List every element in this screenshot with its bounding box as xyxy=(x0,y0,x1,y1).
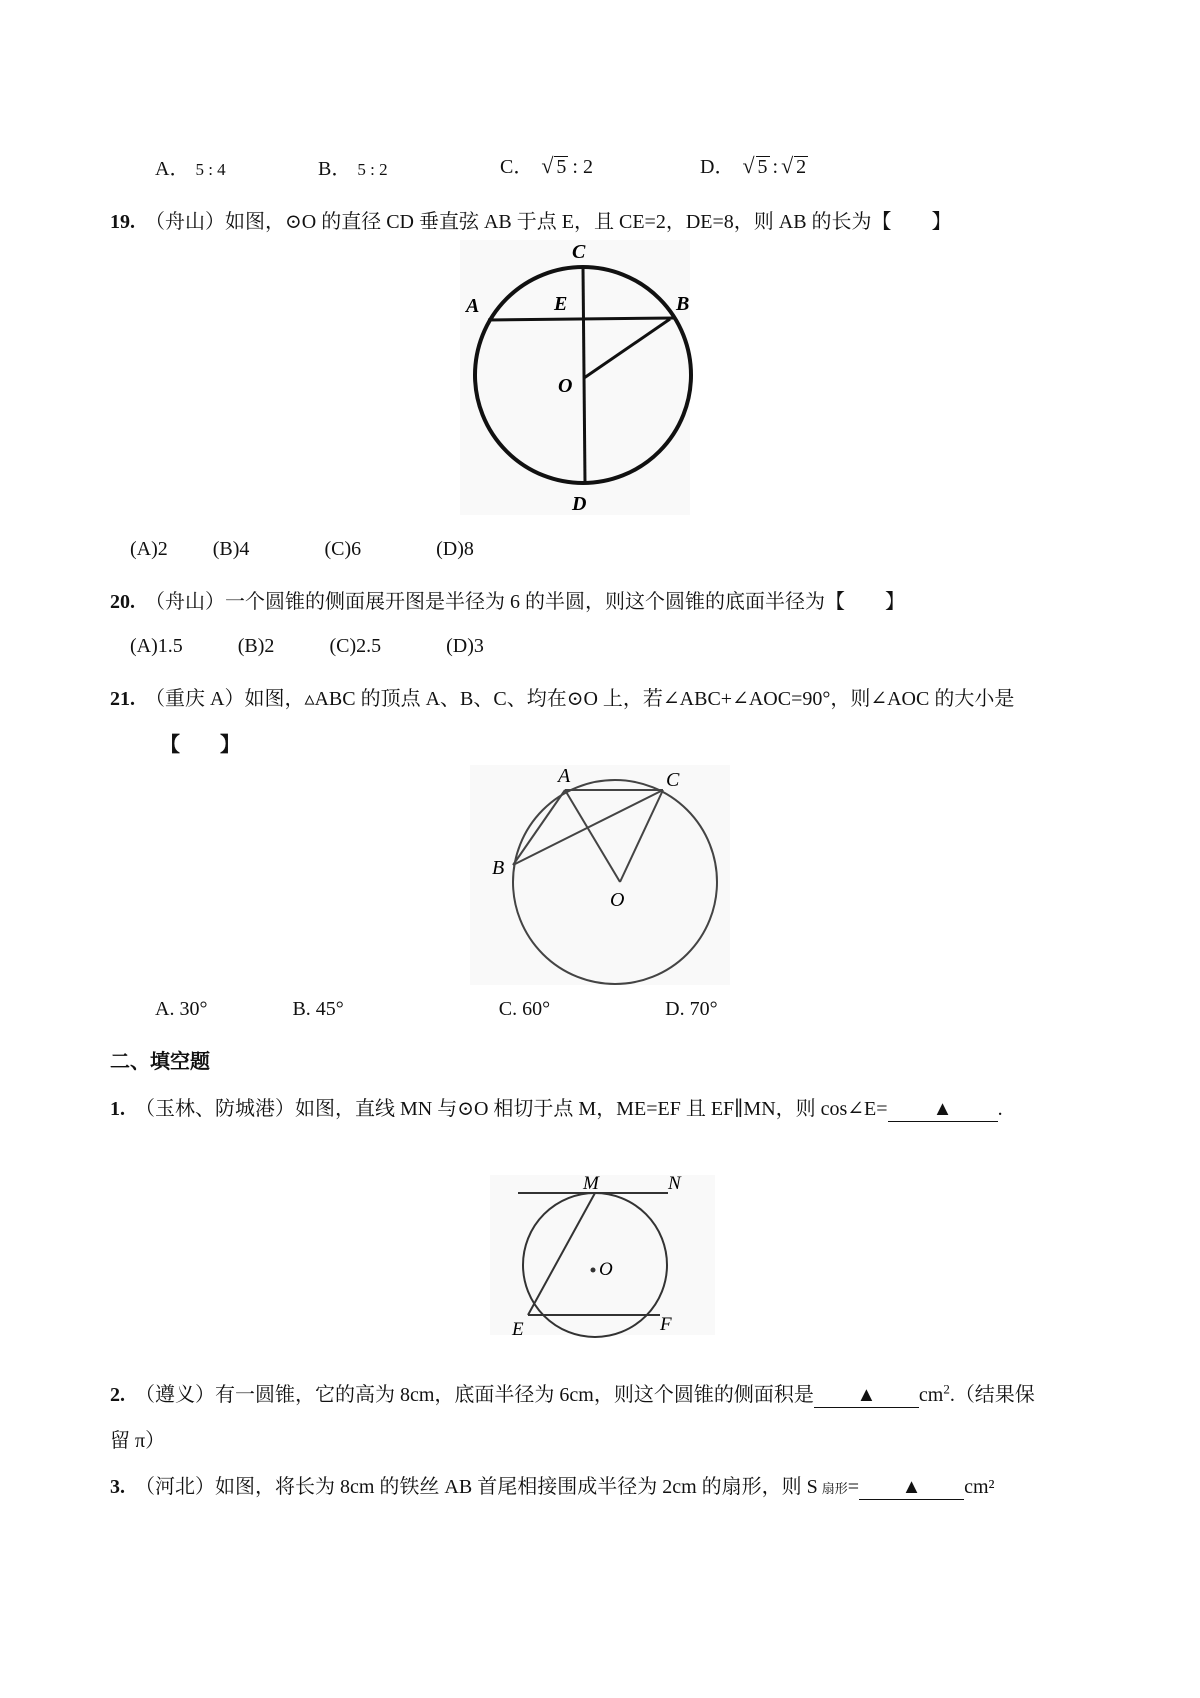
q21-label-c: C xyxy=(666,769,680,791)
q21-label-b: B xyxy=(492,857,505,879)
q18-option-c: C． √ 5 : 2 xyxy=(500,153,593,178)
q21-figure xyxy=(470,760,740,990)
q19-chord-ab xyxy=(488,318,675,320)
fill1-label-e: E xyxy=(512,1319,524,1340)
q18-option-a: A． 5 : 4 xyxy=(155,158,226,180)
fill1-question: 1. （玉林、防城港）如图，直线 MN 与⊙O 相切于点 M，ME=EF 且 EF∥MN，则 cos∠E= ▲ . xyxy=(110,1098,1003,1120)
q19-question: 19. （舟山）如图，⊙O 的直径 CD 垂直弦 AB 于点 E，且 CE=2，DE=8，则 AB 的长为【 】 xyxy=(110,211,952,233)
q19-options: (A)2 (B)4 (C)6 (D)8 xyxy=(130,538,474,560)
q18-option-b: B． 5 : 2 xyxy=(318,158,388,180)
fill1-label-o: O xyxy=(599,1259,613,1280)
fill1-label-m: M xyxy=(583,1175,599,1194)
q19-label-a: A xyxy=(466,295,480,317)
fill2-question: 2. （遵义）有一圆锥，它的高为 8cm，底面半径为 6cm，则这个圆锥的侧面积是 ▲ $cm^2$.（结果保 xyxy=(110,1381,1035,1406)
q21-answer-bracket: 【 】 xyxy=(160,734,240,756)
q19-label-e: E xyxy=(554,293,568,315)
fill1-label-n: N xyxy=(668,1175,681,1194)
q20-options: (A)1.5 (B)2 (C)2.5 (D)3 xyxy=(130,635,484,657)
q21-options: A. 30° B. 45° C. 60° D. 70° xyxy=(155,998,718,1020)
fill1-label-f: F xyxy=(660,1314,672,1335)
q19-label-b: B xyxy=(676,293,690,315)
fill3-question: 3. （河北）如图，将长为 8cm 的铁丝 AB 首尾相接围成半径为 2cm 的扇形，则 S 扇形= ▲ cm² xyxy=(110,1476,995,1498)
q19-diameter-cd xyxy=(583,267,585,483)
q19-label-o: O xyxy=(558,375,573,397)
q18-option-d: D． √ 5 : √ 2 xyxy=(700,153,807,178)
fill2-question-line2: 留 π） xyxy=(110,1430,166,1452)
q19-figure xyxy=(440,240,700,520)
q20-question: 20. （舟山）一个圆锥的侧面展开图是半径为 6 的半圆，则这个圆锥的底面半径为【 】 xyxy=(110,591,905,613)
fill1-center-dot xyxy=(591,1268,596,1273)
q21-label-a: A xyxy=(558,765,571,787)
q21-label-o: O xyxy=(610,889,625,911)
q19-label-d: D xyxy=(572,493,587,515)
section-heading-fill-in: 二、填空题 xyxy=(110,1051,210,1073)
fill1-figure xyxy=(490,1175,720,1340)
q21-question: 21. （重庆 A）如图，▵ABC 的顶点 A、B、C、均在⊙O 上，若∠ABC+∠AOC=90°，则∠AOC 的大小是 xyxy=(110,688,1015,710)
q19-label-c: C xyxy=(572,241,586,263)
